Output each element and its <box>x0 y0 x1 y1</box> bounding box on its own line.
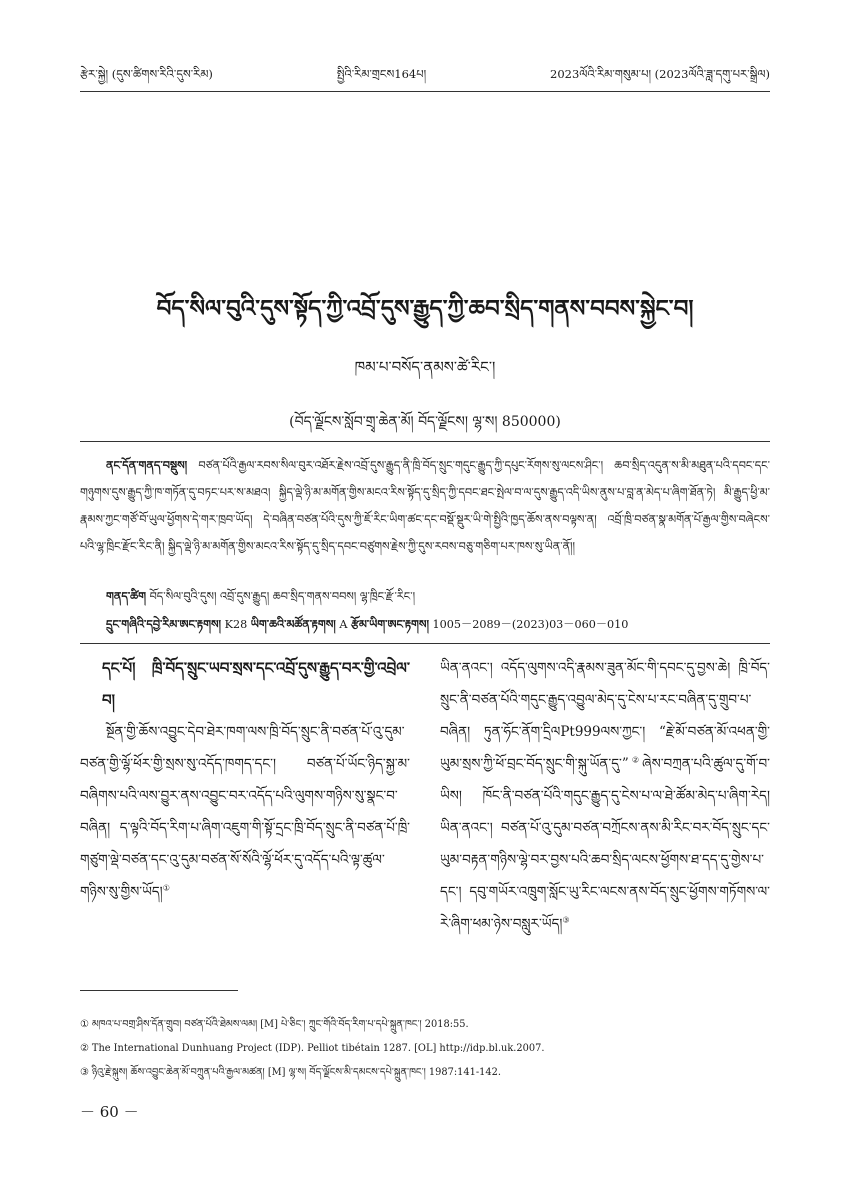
author-affiliation: (བོད་ལྗོངས་སློབ་གྲྭ་ཆེན་མོ། བོད་ལྗོངས། ལྷ་ས། 850000) <box>289 414 561 430</box>
body-paragraph-continued <box>440 652 770 940</box>
keywords-line <box>106 585 770 616</box>
header-divider <box>80 91 770 92</box>
section-heading: དང་པོ། ཁྲི་བོད་སྲུང་ཡབ་སྲས་དང་འབྲོ་དུས་རྒྱུད་བར་གྱི་འབྲེལ་བ། <box>102 659 410 709</box>
abstract-text: བཙན་པོའི་རྒྱལ་རབས་སིལ་བུར་འཐོར་རྗེས་འབྲོ་དུས་རྒྱུད་ནི་ཁྲི་བོད་སྲུང་གདུང་རྒྱུད་ཀྱི་དཔུང་རོགས་སུ་ལངས་ཤིང་། ཆབ་སྲིད་འདུན་ས་མི་མཐུན་པའི་དབང་དང་གཉུགས་དུས་རྒྱུད་ཀྱི་ཁ་གཏོན་དུ་བཏང་པར་ས་མཐའ། སྐྱིད་ལྡེ་ཉི་མ་མགོན་གྱིས་མངའ་རིས་སྟོད་དུ་སྲིད་ཀྱི་དབང་ཐང་སྤེལ་བ་ལ་དུས་རྒྱུད་འདི་ཡིས་ནུས་པ་བླ་ན་མེད་པ་ཞིག་ཐོན་ཏེ། མི་རྒྱུད་ཕྱི་མ་རྣམས་ཀྱང་གཙོ་བོ་ཡུལ་ཕྱོགས་དེ་གར་ཁྲབ་ཡོད། དེ་བཞིན་བཙན་པོའི་དུས་ཀྱི་ཇོ་རིང་ཡིག་ཚང་དང་བསྡོ་སྡུར་ཡི་གེ་སྤྱིའི་ཁྱད་ཆོས་ནས་བལྟས་ན། འབྲོ་ཁྲི་བཙན་སྣ་མགོན་པོ་རྒྱལ་གྱིས་བཞེངས་པའི་ལྷ་ཁྲིང་རྫོང་རིང་ནི། སྐྱིད་ལྡེ་ཉི་མ་མགོན་གྱིས་མངའ་རིས་སྟོད་དུ་སྲིད་དབང་བཙུགས་རྗེས་ཀྱི་དུས་རབས་བཅུ་གཅིག་པར་ཁས་སུ་ཡིན་ནོ།། <box>80 459 770 553</box>
abstract-bottom-divider <box>80 643 770 644</box>
body-text-part2: ཡིན་ནའང་། འདོད་ལུགས་འདི་རྣམས་ཟུན་མོང་གི་དབང་དུ་བྱས་ཆེ། ཁྲི་བོད་སྲུང་ནི་བཙན་པོའི་གདུང་རྒྱུད་འབྱུལ་མེད་དུ་ངེས་པ་རང་བཞིན་དུ་གྲུབ་པ་བཞིན། ཏུན་ཧོང་ནོག་དྲིལPt999ལས་ཀྱང་། “རྗེ་མོ་བཙན་མོ་འཕན་གྱི་ཡུམ་སྲས་ཀྱི་ཕོ་བྲང་བོད་སྲུང་གི་སྐུ་ཡོན་དུ་” <box>440 660 770 772</box>
body-column-right <box>440 652 770 940</box>
body-text-part1: སྔོན་གྱི་ཆོས་འབྱུང་དེབ་ཐེར་ཁག་ལས་ཁྲི་བོད་སྲུང་ནི་བཙན་པོ་འུ་དུམ་བཙན་གྱི་ལྷོ་ཕོར་གྱི་སྲས་སུ་འདོད་ཁགད་དང་། བཙན་པོ་ཡོང་ཉིད་སྐྱ་མ་བཞིགས་པའི་ལས་བྱུར་ནས་འབྱུང་བར་འདོད་པའི་ལུགས་གཉིས་སུ་སྣང་བ་བཞིན། ད་ལྟའི་བོད་རིག་པ་ཞིག་འཇུག་གི་སྟོ་དྲང་ཁྲི་བོད་སྲུང་ནི་བཙན་པོ་ཁྲི་གཙུག་ལྡེ་བཙན་དང་འུ་དུམ་བཙན་སོ་སོའི་ལྷོ་ཕོར་དུ་འདོད་པའི་ལྟ་ཚུལ་གཉིས་སུ་གྱིས་ཡོད། <box>80 724 410 900</box>
body-paragraph <box>80 716 410 908</box>
footnote-3 <box>80 1061 770 1085</box>
clc-label: དྲུང་གཞིའི་དབྱེ་རིམ་ཨང་རྟགས། <box>106 617 222 631</box>
article-id-label: རྩོམ་ཡིག་ཨང་རྟགས། <box>351 617 429 631</box>
article-title: བོད་སིལ་བུའི་དུས་སྟོད་ཀྱི་འབྲོ་དུས་རྒྱུད་ཀྱི་ཆབ་སྲིད་གནས་བབས་སྐྱེང་བ། <box>156 295 694 322</box>
clc-value: K28 <box>224 618 248 631</box>
footnote-ref-2[interactable]: ② <box>628 755 643 765</box>
footnote-mark: ① <box>80 1019 89 1030</box>
author-name: ཁམ་པ་བསོད་ནམས་ཚེ་རིང་། <box>354 358 496 376</box>
keywords-label: གནད་ཚིག <box>106 589 147 603</box>
header-journal-name: རྩེར་སྐྱེ། (དུས་ཚིགས་རིའི་དུས་རིམ) <box>80 66 213 81</box>
page-number: － 60 － <box>80 1103 139 1121</box>
footnote-text: མཁའ་པ་བགྲ་ཤིས་དོན་གྲུབ། བཙན་པོའི་ཐེམས་ལམ། [M] པེ་ཅིང་། ཀྲུང་གོའི་བོད་རིག་པ་དཔེ་སྐྲུན་ཁང་། 2018:55. <box>91 1019 469 1030</box>
footnote-ref-3[interactable]: ③ <box>562 915 570 925</box>
footnote-mark: ③ <box>80 1067 89 1078</box>
abstract-block <box>80 452 770 560</box>
header-issue-date: 2023ལོའི་རིམ་གསུམ་པ། (2023ལོའི་ཟླ་དགུ་པར་སྒྲིལ) <box>550 66 770 81</box>
header-issue-total: སྤྱིའི་རིམ་གྲངས164པ། <box>336 66 427 81</box>
footnote-divider <box>80 990 238 991</box>
footnote-text: The International Dunhuang Project (IDP). Pelliot tibétain 1287. [OL] http://idp.bl.uk.2007. <box>91 1043 545 1054</box>
footnote-text: ཉིའུ་རྗེ་སྐུས། ཆོས་འབྱུང་ཆེན་མོ་བཀྲུན་པའི་རྒྱལ་མཚན། [M] ལྷ་ས། བོད་ལྗོངས་མི་དམངས་དཔེ་སྐྲུན་ཁང་། 1987:141-142. <box>91 1067 501 1078</box>
footnote-1 <box>80 1013 770 1037</box>
footnote-mark: ② <box>80 1043 89 1054</box>
abstract-paragraph <box>80 452 770 560</box>
keywords-text: བོད་སིལ་བུའི་དུས། འབྲོ་དུས་རྒྱུད། ཆབ་སྲིད་གནས་བབས། ལྷ་ཁྲིང་རྫོ་རིང་། <box>149 590 416 603</box>
footnote-ref-1[interactable]: ① <box>162 883 170 893</box>
abstract-top-divider <box>80 441 770 442</box>
running-header <box>80 66 770 88</box>
body-column-left <box>80 652 410 908</box>
article-id-value: 1005－2089－(2023)03－060－010 <box>432 618 629 631</box>
doc-code-value: A <box>339 618 348 631</box>
body-text-part3: ཞེས་བཀྲན་པའི་ཚུལ་དུ་གོ་བ་ཡིས། ཁོང་ནི་བཙན་པོའི་གདུང་རྒྱུད་དུ་ངེས་པ་ལ་ཐེ་ཚོམ་མེད་པ་ཞིག་རེད། ཡིན་ནའང་། བཙན་པོ་འུ་དུམ་བཙན་བཀྲོངས་ནས་མི་རིང་བར་བོད་སྲུང་དང་ཡུམ་བརྟན་གཉིས་ལྷེ་བར་བྱས་པའི་ཆབ་སྲིད་ལངས་ཕྱོགས་ཐ་དད་དུ་གྱེས་པ་དང་། དབུ་གཡོར་འཁྲུག་སློང་ཡུ་རིང་ལངས་ནས་བོད་སྲུང་ཕྱོགས་གཏོགས་ལ་རེ་ཞིག་ཕམ་ཉེས་བསླུར་ཡོད། <box>440 756 770 932</box>
classification-line <box>106 613 770 644</box>
abstract-label: ནང་དོན་གནད་བསྡུས། <box>106 458 188 472</box>
doc-code-label: ཡིག་ཆའི་མཚོན་རྟགས། <box>250 617 336 631</box>
footnotes-block <box>80 1013 770 1085</box>
footnote-2 <box>80 1037 770 1061</box>
